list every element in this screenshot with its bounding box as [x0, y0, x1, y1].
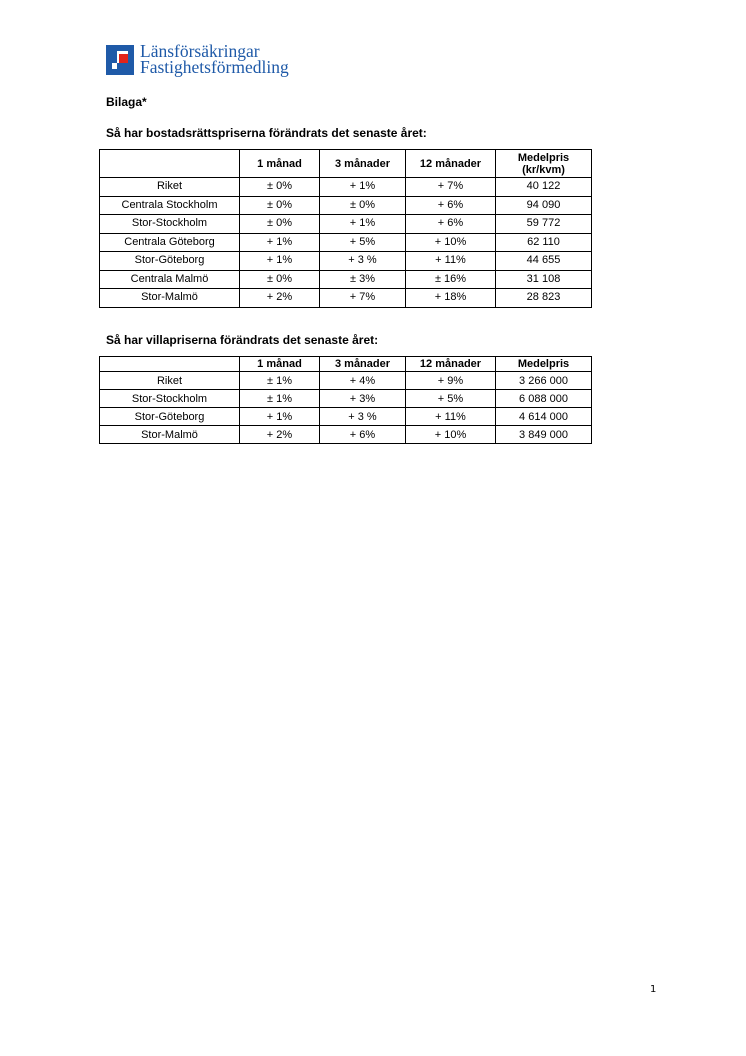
region-cell: Centrala Stockholm	[100, 196, 240, 215]
change-1m-cell: ± 1%	[240, 372, 320, 390]
change-3m-cell: + 3%	[320, 390, 406, 408]
avg-price-cell: 62 110	[496, 233, 592, 252]
table-row	[100, 270, 592, 289]
table-row	[100, 372, 592, 390]
page-number: 1	[650, 984, 657, 995]
apartments-price-table	[99, 149, 592, 308]
column-header	[100, 357, 240, 372]
avg-price-cell: 4 614 000	[496, 408, 592, 426]
table-header-row	[100, 357, 592, 372]
change-3m-cell: + 4%	[320, 372, 406, 390]
change-12m-cell: + 7%	[406, 178, 496, 197]
change-1m-cell: ± 0%	[240, 270, 320, 289]
change-12m-cell: + 10%	[406, 426, 496, 444]
change-3m-cell: + 3 %	[320, 252, 406, 271]
change-1m-cell: + 1%	[240, 408, 320, 426]
column-header: 3 månader	[320, 150, 406, 178]
region-cell: Stor-Malmö	[100, 426, 240, 444]
avg-price-cell: 3 266 000	[496, 372, 592, 390]
logo-line-1: Länsförsäkringar	[140, 41, 260, 61]
change-1m-cell: ± 0%	[240, 196, 320, 215]
region-cell: Stor-Göteborg	[100, 252, 240, 271]
table-row	[100, 215, 592, 234]
houses-heading: Så har villapriserna förändrats det senaste året:	[106, 333, 379, 347]
column-header: 1 månad	[240, 150, 320, 178]
change-3m-cell: ± 0%	[320, 196, 406, 215]
change-1m-cell: + 1%	[240, 233, 320, 252]
column-header: Medelpris	[496, 357, 592, 372]
region-cell: Stor-Göteborg	[100, 408, 240, 426]
region-cell: Stor-Stockholm	[100, 215, 240, 234]
region-cell: Stor-Stockholm	[100, 390, 240, 408]
region-cell: Riket	[100, 178, 240, 197]
avg-price-cell: 59 772	[496, 215, 592, 234]
change-12m-cell: + 11%	[406, 252, 496, 271]
column-header	[100, 150, 240, 178]
change-12m-cell: + 9%	[406, 372, 496, 390]
change-12m-cell: ± 16%	[406, 270, 496, 289]
change-12m-cell: + 11%	[406, 408, 496, 426]
avg-price-cell: 28 823	[496, 289, 592, 308]
change-3m-cell: + 3 %	[320, 408, 406, 426]
change-1m-cell: ± 0%	[240, 215, 320, 234]
avg-price-cell: 94 090	[496, 196, 592, 215]
avg-price-cell: 6 088 000	[496, 390, 592, 408]
logo-wordmark	[140, 43, 289, 75]
change-1m-cell: + 2%	[240, 426, 320, 444]
change-12m-cell: + 18%	[406, 289, 496, 308]
column-header: 1 månad	[240, 357, 320, 372]
change-12m-cell: + 10%	[406, 233, 496, 252]
column-header: Medelpris (kr/kvm)	[496, 150, 592, 178]
change-3m-cell: + 6%	[320, 426, 406, 444]
avg-price-cell: 3 849 000	[496, 426, 592, 444]
avg-price-cell: 44 655	[496, 252, 592, 271]
houses-price-table	[99, 356, 592, 444]
table-row	[100, 408, 592, 426]
table-header-row	[100, 150, 592, 178]
avg-price-cell: 31 108	[496, 270, 592, 289]
logo-line-2: Fastighetsförmedling	[140, 57, 289, 77]
region-cell: Centrala Göteborg	[100, 233, 240, 252]
change-12m-cell: + 6%	[406, 215, 496, 234]
column-header: 12 månader	[406, 357, 496, 372]
change-1m-cell: + 1%	[240, 252, 320, 271]
change-3m-cell: + 1%	[320, 215, 406, 234]
change-3m-cell: + 5%	[320, 233, 406, 252]
change-1m-cell: ± 1%	[240, 390, 320, 408]
table-row	[100, 178, 592, 197]
change-12m-cell: + 5%	[406, 390, 496, 408]
table-row	[100, 196, 592, 215]
region-cell: Riket	[100, 372, 240, 390]
table-row	[100, 289, 592, 308]
change-3m-cell: + 7%	[320, 289, 406, 308]
table-row	[100, 233, 592, 252]
lansforsakringar-logo-icon	[106, 45, 134, 75]
change-1m-cell: + 2%	[240, 289, 320, 308]
change-1m-cell: ± 0%	[240, 178, 320, 197]
appendix-label: Bilaga*	[106, 95, 147, 109]
table-row	[100, 252, 592, 271]
change-3m-cell: ± 3%	[320, 270, 406, 289]
region-cell: Centrala Malmö	[100, 270, 240, 289]
avg-price-cell: 40 122	[496, 178, 592, 197]
table-row	[100, 390, 592, 408]
region-cell: Stor-Malmö	[100, 289, 240, 308]
change-3m-cell: + 1%	[320, 178, 406, 197]
apartments-heading: Så har bostadsrättspriserna förändrats det senaste året:	[106, 126, 427, 140]
change-12m-cell: + 6%	[406, 196, 496, 215]
column-header: 12 månader	[406, 150, 496, 178]
column-header: 3 månader	[320, 357, 406, 372]
table-row	[100, 426, 592, 444]
